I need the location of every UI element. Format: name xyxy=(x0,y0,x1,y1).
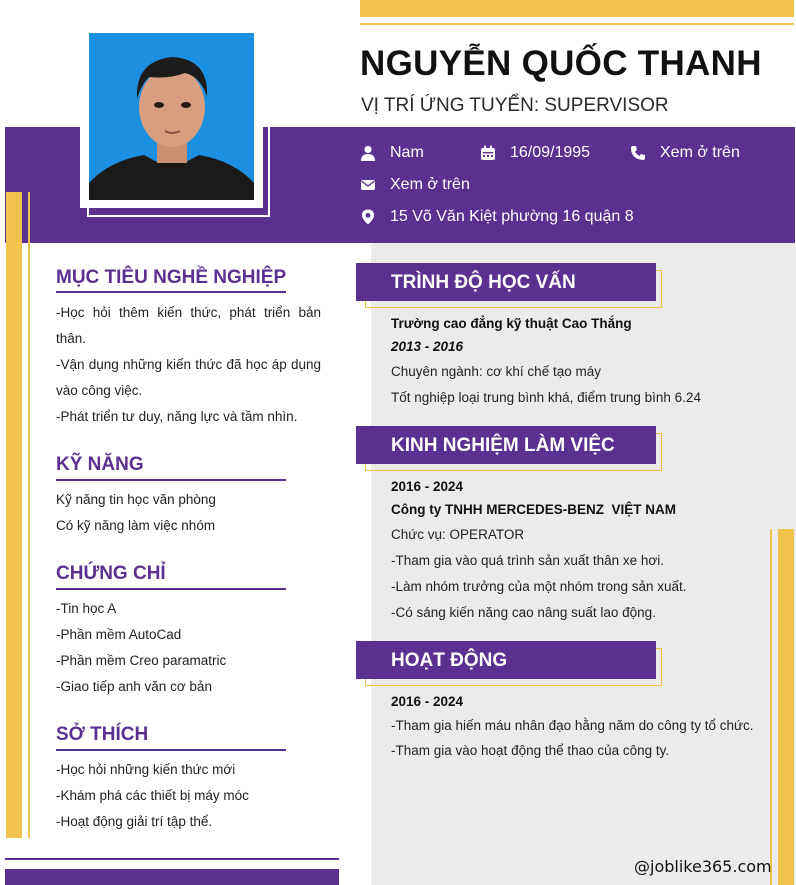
bottom-accent-bar xyxy=(5,869,339,885)
calendar-icon xyxy=(480,145,496,161)
certificates-title: CHỨNG CHỈ xyxy=(56,563,166,584)
objective-item: -Vận dụng những kiến thức đã học áp dụng vào công việc. xyxy=(56,357,321,398)
education-school: Trường cao đẳng kỹ thuật Cao Thắng xyxy=(391,316,632,331)
skills-list xyxy=(56,487,321,539)
education-details xyxy=(391,359,760,411)
certificate-item: -Giao tiếp anh văn cơ bản xyxy=(56,679,212,694)
envelope-icon xyxy=(360,177,376,193)
hobby-item: -Hoạt động giải trí tập thể. xyxy=(56,814,213,829)
left-accent-bar xyxy=(6,192,22,838)
education-period: 2013 - 2016 xyxy=(391,339,464,354)
hobby-item: -Khám phá các thiết bị máy móc xyxy=(56,788,249,803)
profile-photo xyxy=(89,33,254,200)
left-accent-line xyxy=(28,192,30,838)
user-icon xyxy=(360,145,376,161)
right-accent-line xyxy=(770,529,772,885)
certificate-item: -Phần mềm AutoCad xyxy=(56,627,182,642)
skills-divider xyxy=(56,479,286,481)
contact-email xyxy=(360,176,470,194)
hobbies-title: SỞ THÍCH xyxy=(56,724,149,745)
experience-line: -Tham gia vào quá trình sản xuất thân xe hơi. xyxy=(391,553,665,568)
activity-line: -Tham gia vào hoạt động thể thao của công ty. xyxy=(391,743,670,758)
candidate-name: NGUYỄN QUỐC THANH xyxy=(360,44,762,83)
experience-line: Chức vụ: OPERATOR xyxy=(391,527,525,542)
activity-line: -Tham gia hiến máu nhân đạo hằng năm do công ty tổ chức. xyxy=(391,718,754,733)
birthday-value: 16/09/1995 xyxy=(510,144,591,161)
activities-title: HOẠT ĐỘNG xyxy=(356,641,656,679)
experience-title: KINH NGHIỆM LÀM VIỆC xyxy=(356,426,656,464)
education-line: Tốt nghiệp loại trung bình khá, điểm trung bình 6.24 xyxy=(391,390,701,405)
right-accent-bar xyxy=(778,529,794,885)
activities-period: 2016 - 2024 xyxy=(391,694,464,709)
certificate-item: -Phần mềm Creo paramatric xyxy=(56,653,227,668)
portrait-illustration xyxy=(89,33,254,200)
phone-value: Xem ở trên xyxy=(660,144,740,161)
hobbies-list xyxy=(56,757,321,835)
certificate-item: -Tin học A xyxy=(56,601,117,616)
objective-item: -Phát triển tư duy, năng lực và tầm nhìn. xyxy=(56,409,298,424)
top-accent-bar xyxy=(360,0,794,17)
watermark: @joblike365.com xyxy=(634,857,772,876)
certificates-list xyxy=(56,596,321,700)
contact-phone xyxy=(630,144,740,162)
address-value: 15 Võ Văn Kiệt phường 16 quận 8 xyxy=(390,208,634,225)
hobby-item: -Học hỏi những kiến thức mới xyxy=(56,762,236,777)
map-pin-icon xyxy=(360,209,376,225)
gender-value: Nam xyxy=(390,144,424,161)
experience-line: -Có sáng kiến năng cao nâng suất lao động. xyxy=(391,605,656,620)
skills-title: KỸ NĂNG xyxy=(56,454,144,475)
contact-address xyxy=(360,208,634,226)
hobbies-divider xyxy=(56,749,286,751)
contact-gender xyxy=(360,144,424,162)
contact-birthday xyxy=(480,144,590,162)
education-title: TRÌNH ĐỘ HỌC VẤN xyxy=(356,263,656,301)
applied-position: VỊ TRÍ ỨNG TUYỂN: SUPERVISOR xyxy=(361,95,669,116)
experience-line: -Làm nhóm trưởng của một nhóm trong sản xuất. xyxy=(391,579,687,594)
education-line: Chuyên ngành: cơ khí chế tạo máy xyxy=(391,364,601,379)
certificates-divider xyxy=(56,588,286,590)
experience-details xyxy=(391,522,760,626)
objective-item: -Học hỏi thêm kiến thức, phát triển bản thân. xyxy=(56,305,321,346)
bottom-accent-line xyxy=(5,858,339,860)
email-value: Xem ở trên xyxy=(390,176,470,193)
objective-title: MỤC TIÊU NGHỀ NGHIỆP xyxy=(56,267,287,288)
objective-list xyxy=(56,300,321,430)
objective-divider xyxy=(56,291,286,293)
phone-icon xyxy=(630,145,646,161)
experience-period: 2016 - 2024 xyxy=(391,479,464,494)
experience-company: Công ty TNHH MERCEDES-BENZ VIỆT NAM xyxy=(391,502,676,517)
activities-details xyxy=(391,714,760,762)
skill-item: Có kỹ năng làm việc nhóm xyxy=(56,518,216,533)
skill-item: Kỹ năng tin học văn phòng xyxy=(56,492,216,507)
top-accent-line xyxy=(360,23,794,25)
